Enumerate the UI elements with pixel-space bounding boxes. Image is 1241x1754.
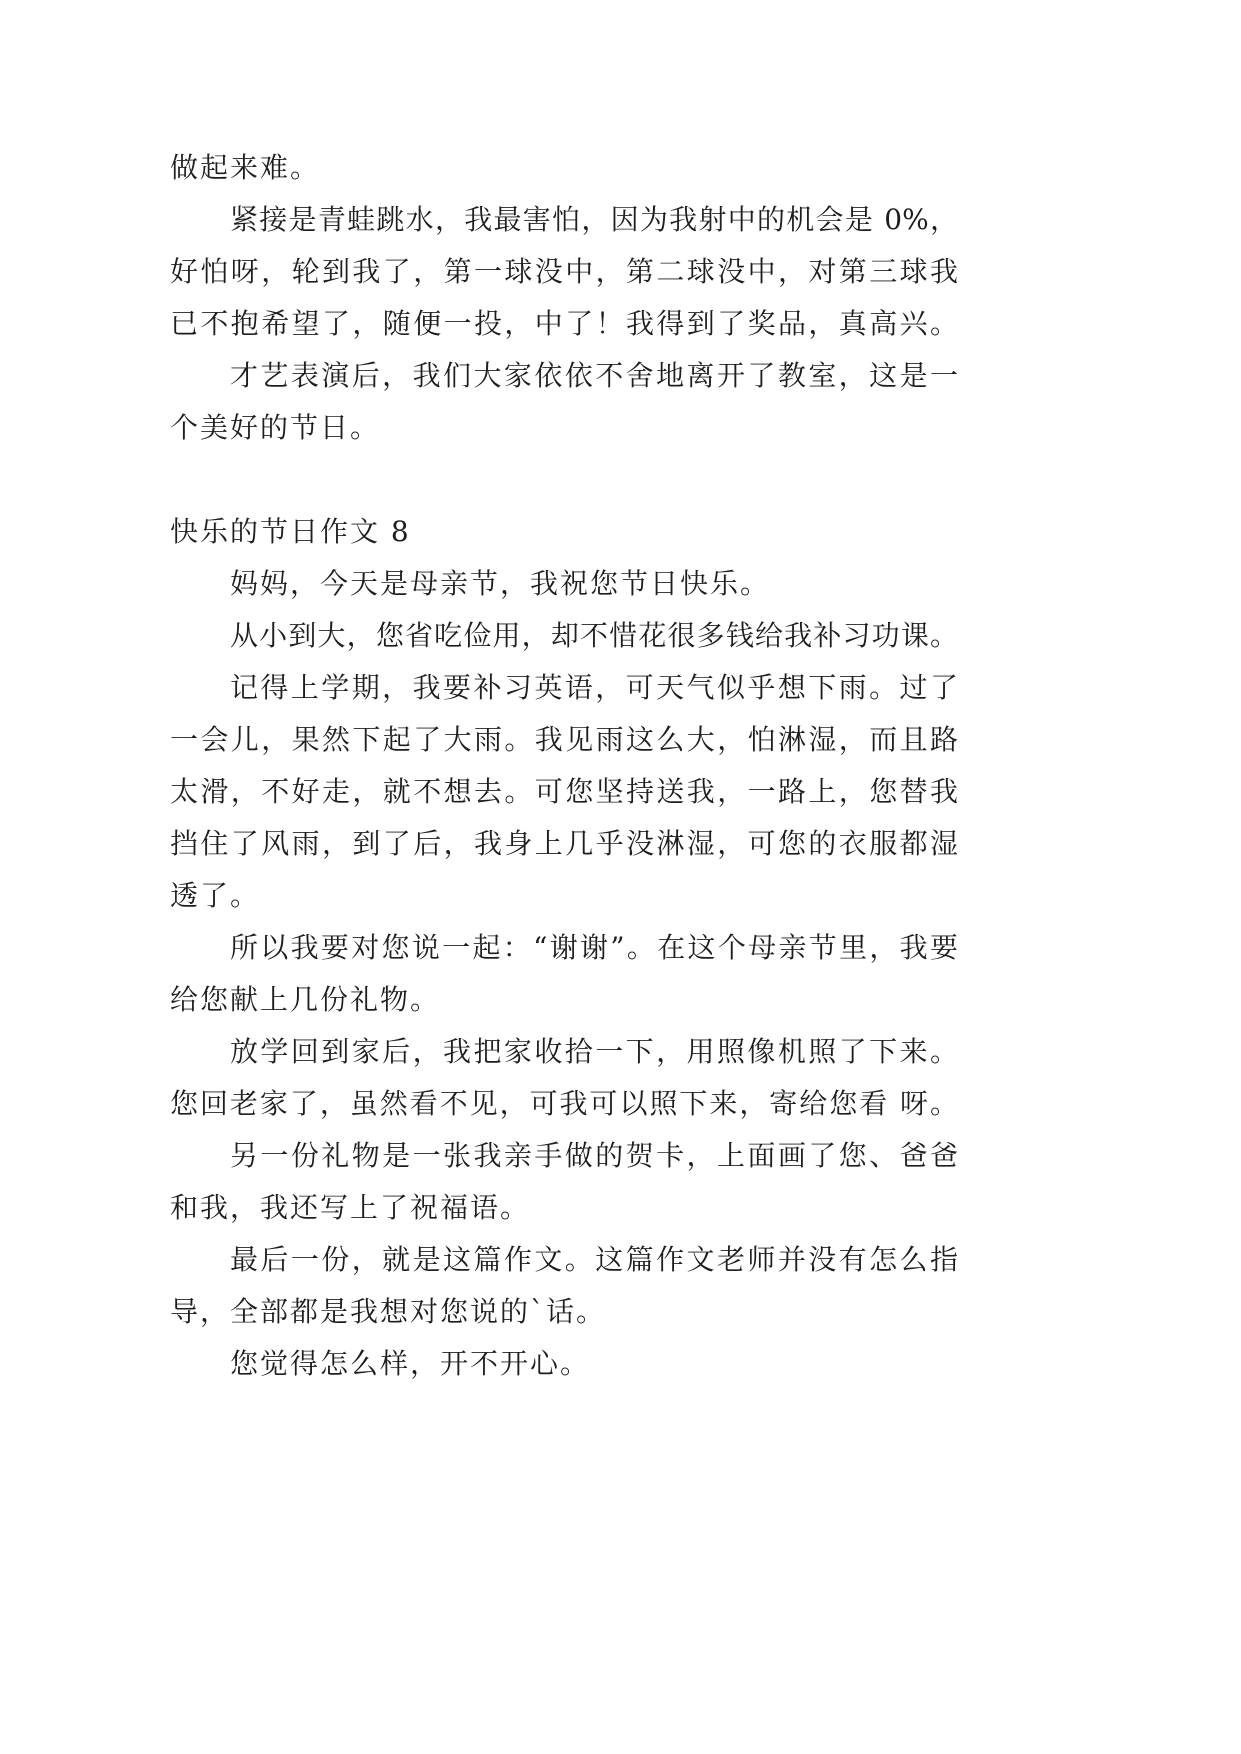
essay-title: 快乐的节日作文 8	[170, 515, 411, 548]
paragraph-line: 所以我要对您说一起：“谢谢”。在这个母亲节里，我要	[230, 931, 958, 964]
paragraph-line: 一会儿，果然下起了大雨。我见雨这么大，怕淋湿，而且路	[170, 723, 958, 756]
paragraph-line: 做起来难。	[170, 151, 321, 184]
paragraph	[170, 922, 958, 1026]
paragraph-line: 最后一份，就是这篇作文。这篇作文老师并没有怎么指	[230, 1243, 958, 1276]
paragraph-line: 导，全部都是我想对您说的`话。	[170, 1295, 607, 1328]
document-body	[170, 142, 958, 1390]
paragraph-line: 才艺表演后，我们大家依依不舍地离开了教室，这是一	[230, 359, 958, 392]
paragraph-line: 给您献上几份礼物。	[170, 983, 441, 1016]
paragraph	[170, 1130, 958, 1234]
paragraph-line: 挡住了风雨，到了后，我身上几乎没淋湿，可您的衣服都湿	[170, 827, 958, 860]
paragraph-line: 透了。	[170, 879, 261, 912]
paragraph-line: 您觉得怎么样，开不开心。	[230, 1347, 591, 1380]
paragraph	[170, 1234, 958, 1338]
paragraph	[170, 1026, 958, 1130]
paragraph-line: 和我，我还写上了祝福语。	[170, 1191, 531, 1224]
paragraph-line: 妈妈，今天是母亲节，我祝您节日快乐。	[230, 567, 771, 600]
paragraph	[170, 194, 958, 350]
paragraph	[170, 350, 958, 454]
paragraph-line: 太滑，不好走，就不想去。可您坚持送我，一路上，您替我	[170, 775, 958, 808]
paragraph-line: 好怕呀，轮到我了，第一球没中，第二球没中，对第三球我	[170, 255, 958, 288]
paragraph-line: 您回老家了，虽然看不见，可我可以照下来，寄给您看 呀。	[170, 1087, 958, 1120]
blank-line	[170, 454, 958, 506]
paragraph-line: 已不抱希望了，随便一投，中了！我得到了奖品，真高兴。	[170, 307, 958, 340]
paragraph	[170, 662, 958, 922]
paragraph-line: 放学回到家后，我把家收拾一下，用照像机照了下来。	[230, 1035, 958, 1068]
paragraph-line: 另一份礼物是一张我亲手做的贺卡，上面画了您、爸爸	[230, 1139, 958, 1172]
paragraph	[170, 610, 958, 662]
paragraph-line: 从小到大，您省吃俭用，却不惜花很多钱给我补习功课。	[230, 619, 958, 652]
paragraph	[170, 1338, 958, 1390]
paragraph	[170, 142, 958, 194]
paragraph	[170, 558, 958, 610]
paragraph-line: 记得上学期，我要补习英语，可天气似乎想下雨。过了	[230, 671, 958, 704]
paragraph-line: 紧接是青蛙跳水，我最害怕，因为我射中的机会是 0%，	[230, 203, 958, 236]
paragraph-line: 个美好的节日。	[170, 411, 381, 444]
